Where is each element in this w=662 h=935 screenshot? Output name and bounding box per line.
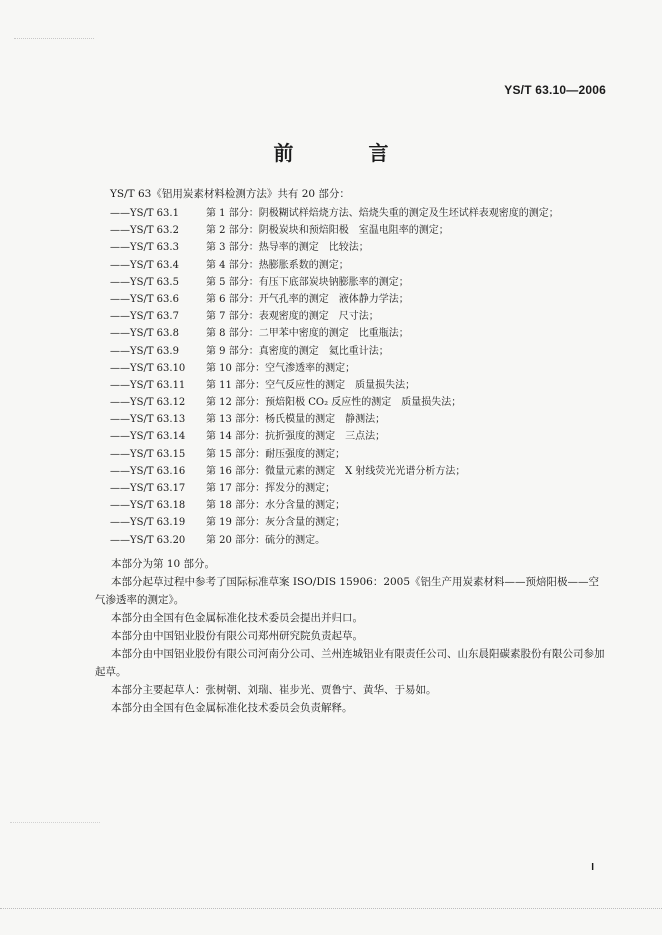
part-code: ——YS/T 63.1 (110, 208, 179, 219)
part-code: ——YS/T 63.10 (110, 362, 186, 374)
part-code: ——YS/T 63.5 (110, 276, 179, 288)
scan-artifact (14, 38, 94, 41)
part-desc: 第 15 部分：耐压强度的测定； (206, 448, 346, 460)
part-desc: 第 12 部分：预焙阳极 CO₂ 反应性的测定 质量损失法； (206, 397, 462, 409)
part-code: ——YS/T 63.3 (110, 242, 179, 254)
list-item (110, 239, 559, 256)
part-desc: 第 9 部分：真密度的测定 氦比重计法； (206, 345, 389, 357)
page-edge-line (0, 908, 662, 910)
intro-line: YS/T 63《铝用炭素材料检测方法》共有 20 部分： (110, 188, 350, 200)
part-desc: 第 13 部分：杨氏模量的测定 静测法； (206, 414, 386, 426)
part-desc: 第 4 部分：热膨胀系数的测定； (206, 259, 349, 271)
part-code: ——YS/T 63.4 (110, 259, 179, 271)
standard-code: YS/T 63.10—2006 (504, 83, 606, 97)
list-item (110, 480, 559, 497)
list-item (110, 308, 559, 325)
page-number: I (591, 862, 594, 873)
part-code: ——YS/T 63.18 (110, 500, 186, 512)
part-code: ——YS/T 63.13 (110, 414, 186, 426)
list-item (110, 274, 559, 291)
part-code: ——YS/T 63.14 (110, 431, 186, 443)
paragraph-reference: 本部分起草过程中参考了国际标准草案 ISO/DIS 15906：2005《铝生产用炭素材料——预焙阳极——空气渗透率的测定》。 (95, 576, 600, 606)
part-code: ——YS/T 63.8 (110, 328, 179, 340)
part-code: ——YS/T 63.12 (110, 397, 186, 409)
part-code: ——YS/T 63.16 (110, 465, 186, 477)
list-item (110, 222, 559, 239)
paragraph-participants: 本部分由中国铝业股份有限公司河南分公司、兰州连城铝业有限责任公司、山东晨阳碳素股份有限公司参加起草。 (95, 648, 605, 678)
list-item (110, 463, 559, 480)
part-desc: 第 11 部分：空气反应性的测定 质量损失法； (206, 379, 416, 391)
paragraph-drafter: 本部分由中国铝业股份有限公司郑州研究院负责起草。 (111, 630, 363, 642)
part-desc: 第 8 部分：二甲苯中密度的测定 比重瓶法； (206, 328, 409, 340)
paragraph-interpretation: 本部分由全国有色金属标准化技术委员会负责解释。 (111, 702, 353, 714)
list-item (110, 257, 559, 274)
list-item (110, 325, 559, 342)
part-desc: 第 7 部分：表观密度的测定 尺寸法； (206, 311, 379, 323)
list-item (110, 291, 559, 308)
scan-artifact (10, 822, 100, 825)
part-desc: 第 6 部分：开气孔率的测定 液体静力学法； (206, 293, 409, 305)
part-desc: 第 1 部分：阴极糊试样焙烧方法、焙烧失重的测定及生坯试样表观密度的测定； (206, 208, 559, 219)
list-item (110, 205, 559, 222)
list-item (110, 446, 559, 463)
list-item (110, 360, 559, 377)
paragraph-proposer: 本部分由全国有色金属标准化技术委员会提出并归口。 (111, 612, 363, 624)
paragraph-part-number: 本部分为第 10 部分。 (111, 558, 216, 570)
list-item (110, 428, 559, 445)
list-item (110, 377, 559, 394)
part-desc: 第 16 部分：微量元素的测定 X 射线荧光光谱分析方法； (206, 465, 466, 477)
part-desc: 第 2 部分：阴极炭块和预焙阳极 室温电阻率的测定； (206, 225, 449, 237)
part-desc: 第 14 部分：抗折强度的测定 三点法； (206, 431, 386, 443)
part-code: ——YS/T 63.7 (110, 311, 179, 323)
part-desc: 第 19 部分：灰分含量的测定； (206, 517, 346, 529)
part-desc: 第 10 部分：空气渗透率的测定； (206, 362, 356, 374)
part-code: ——YS/T 63.19 (110, 517, 186, 529)
part-desc: 第 20 部分：硫分的测定。 (206, 534, 326, 546)
part-desc: 第 17 部分：挥发分的测定； (206, 483, 336, 494)
part-code: ——YS/T 63.2 (110, 225, 179, 237)
list-item (110, 394, 559, 411)
part-code: ——YS/T 63.11 (110, 379, 186, 391)
part-code: ——YS/T 63.20 (110, 534, 186, 546)
part-code: ——YS/T 63.9 (110, 345, 179, 357)
paragraph-authors: 本部分主要起草人：张树朝、刘瑞、崔步光、贾鲁宁、黄华、于易如。 (111, 684, 437, 696)
list-item (110, 497, 559, 514)
part-desc: 第 18 部分：水分含量的测定； (206, 500, 346, 512)
part-code: ——YS/T 63.6 (110, 293, 179, 305)
list-item (110, 411, 559, 428)
page-title: 前 言 (273, 141, 423, 165)
list-item (110, 343, 559, 360)
parts-list (110, 205, 559, 549)
part-desc: 第 5 部分：有压下底部炭块钠膨胀率的测定； (206, 276, 409, 288)
list-item (110, 532, 559, 549)
part-code: ——YS/T 63.17 (110, 483, 186, 494)
part-desc: 第 3 部分：热导率的测定 比较法； (206, 242, 369, 254)
list-item (110, 514, 559, 531)
part-code: ——YS/T 63.15 (110, 448, 186, 460)
